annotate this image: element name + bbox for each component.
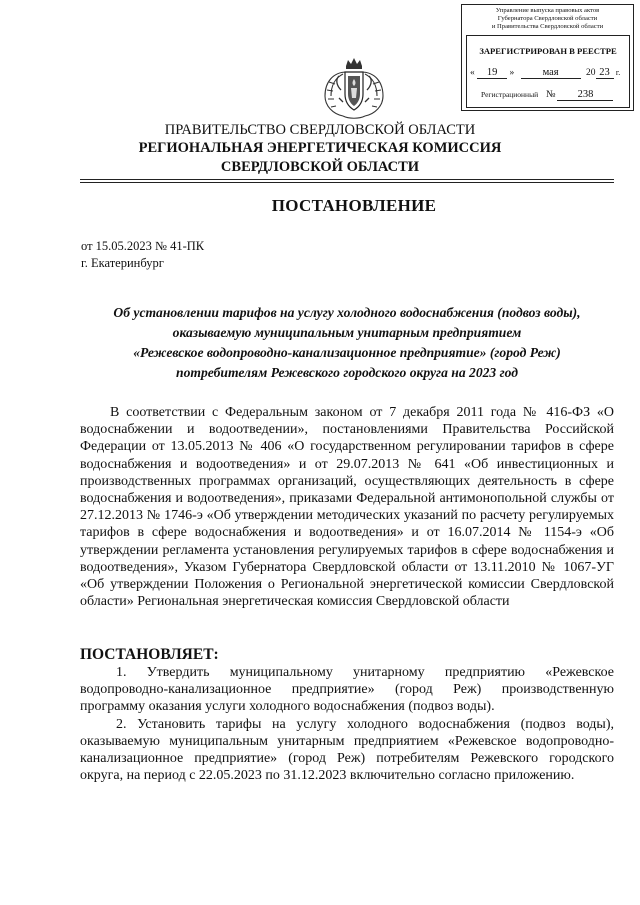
preamble-paragraph: В соответствии с Федеральным законом от 7 декабря 2011 года № 416-ФЗ «О водоснабжении и водоотведении», постановлениями Правительства Российской Федерации от 13.05.2013 № 406 «О государственном регулировании тарифов в сфере водоснабжения и водоотведения» и от 29.07.2013 № 641 «Об инвестиционных и производственных программах организаций, осуществляющих деятельность в сфере водоснабжения и водоотведения», приказами Федеральной антимонопольной службы от 27.12.2013 № 1746-э «Об утверждении методических указаний по расчету регулируемых тарифов в сфере водоснабжения и водоотведения» и от 16.07.2014 № 1154-э «Об утверждении регламента установления регулируемых тарифов в сфере водоснабжения и водоотведения», Указом Губернатора Свердловской области от 13.11.2010 № 1067-УГ «Об утверждении Положения о Региональной энергетической комиссии Свердловской области» Региональная энергетическая комиссия Свердловской области [80, 405, 614, 610]
stamp-date-quote-open: « [470, 68, 475, 78]
document-type-title: ПОСТАНОВЛЕНИЕ [271, 196, 437, 215]
stamp-number-value: 238 [557, 89, 613, 101]
document-subject [80, 303, 614, 383]
decree-item-2: 2. Установить тарифы на услугу холодного водоснабжения (подвоз воды), оказываемую муниципальным унитарным предприятием «Режевское водопроводно-канализационное предприятие» (город Реж) потребителям Режевского городского округа, на период с 22.05.2023 по 31.12.2023 включительно согласно приложению. [80, 716, 614, 784]
government-name: ПРАВИТЕЛЬСТВО СВЕРДЛОВСКОЙ ОБЛАСТИ [164, 122, 476, 138]
stamp-issuer-line: Управление выпуска правовых актов [495, 7, 600, 14]
stamp-date-month: мая [521, 67, 581, 79]
stamp-date-year-prefix: 20 [586, 68, 596, 78]
stamp-registered-label: ЗАРЕГИСТРИРОВАН В РЕЕСТРЕ [479, 46, 617, 56]
stamp-registration-number [481, 89, 613, 101]
stamp-date-day: 19 [477, 67, 507, 79]
stamp-registration-box [466, 35, 630, 108]
stamp-number-sign: № [546, 89, 556, 100]
commission-region: СВЕРДЛОВСКОЙ ОБЛАСТИ [220, 159, 420, 175]
stamp-issuer [462, 7, 633, 31]
header-divider [80, 179, 614, 180]
coat-of-arms-sverdlovsk-region-icon [319, 52, 389, 122]
subject-line: потребителям Режевского городского округа на 2023 год [176, 365, 518, 380]
subject-line: Об установлении тарифов на услугу холодного водоснабжения (подвоз воды), [113, 305, 581, 320]
stamp-date [470, 67, 620, 79]
document-city: г. Екатеринбург [81, 256, 164, 270]
subject-line: оказываемую муниципальным унитарным предприятием [172, 325, 522, 340]
subject-line: «Режевское водопроводно-канализационное предприятие» (город Реж) [133, 345, 561, 360]
decree-items [80, 664, 614, 784]
registry-stamp [461, 4, 634, 111]
decree-word: ПОСТАНОВЛЯЕТ: [80, 646, 219, 663]
document-date-number: от 15.05.2023 № 41-ПК [81, 239, 205, 253]
decree-item-1: 1. Утвердить муниципальному унитарному предприятию «Режевское водопроводно-канализационное предприятие» (город Реж) производственную программу оказания услуги холодного водоснабжения (подвоз воды). [80, 665, 614, 715]
commission-name: РЕГИОНАЛЬНАЯ ЭНЕРГЕТИЧЕСКАЯ КОМИССИЯ [138, 140, 502, 156]
stamp-date-year-abbr: г. [615, 68, 621, 77]
preamble-section [80, 404, 614, 610]
stamp-issuer-line: Губернатора Свердловской области [497, 15, 598, 22]
stamp-date-year-suffix: 23 [596, 67, 614, 79]
stamp-date-quote-close: » [509, 68, 515, 78]
stamp-registration-label: Регистрационный [481, 90, 539, 99]
header-divider [80, 182, 614, 183]
stamp-issuer-line: и Правительства Свердловской области [491, 23, 604, 30]
